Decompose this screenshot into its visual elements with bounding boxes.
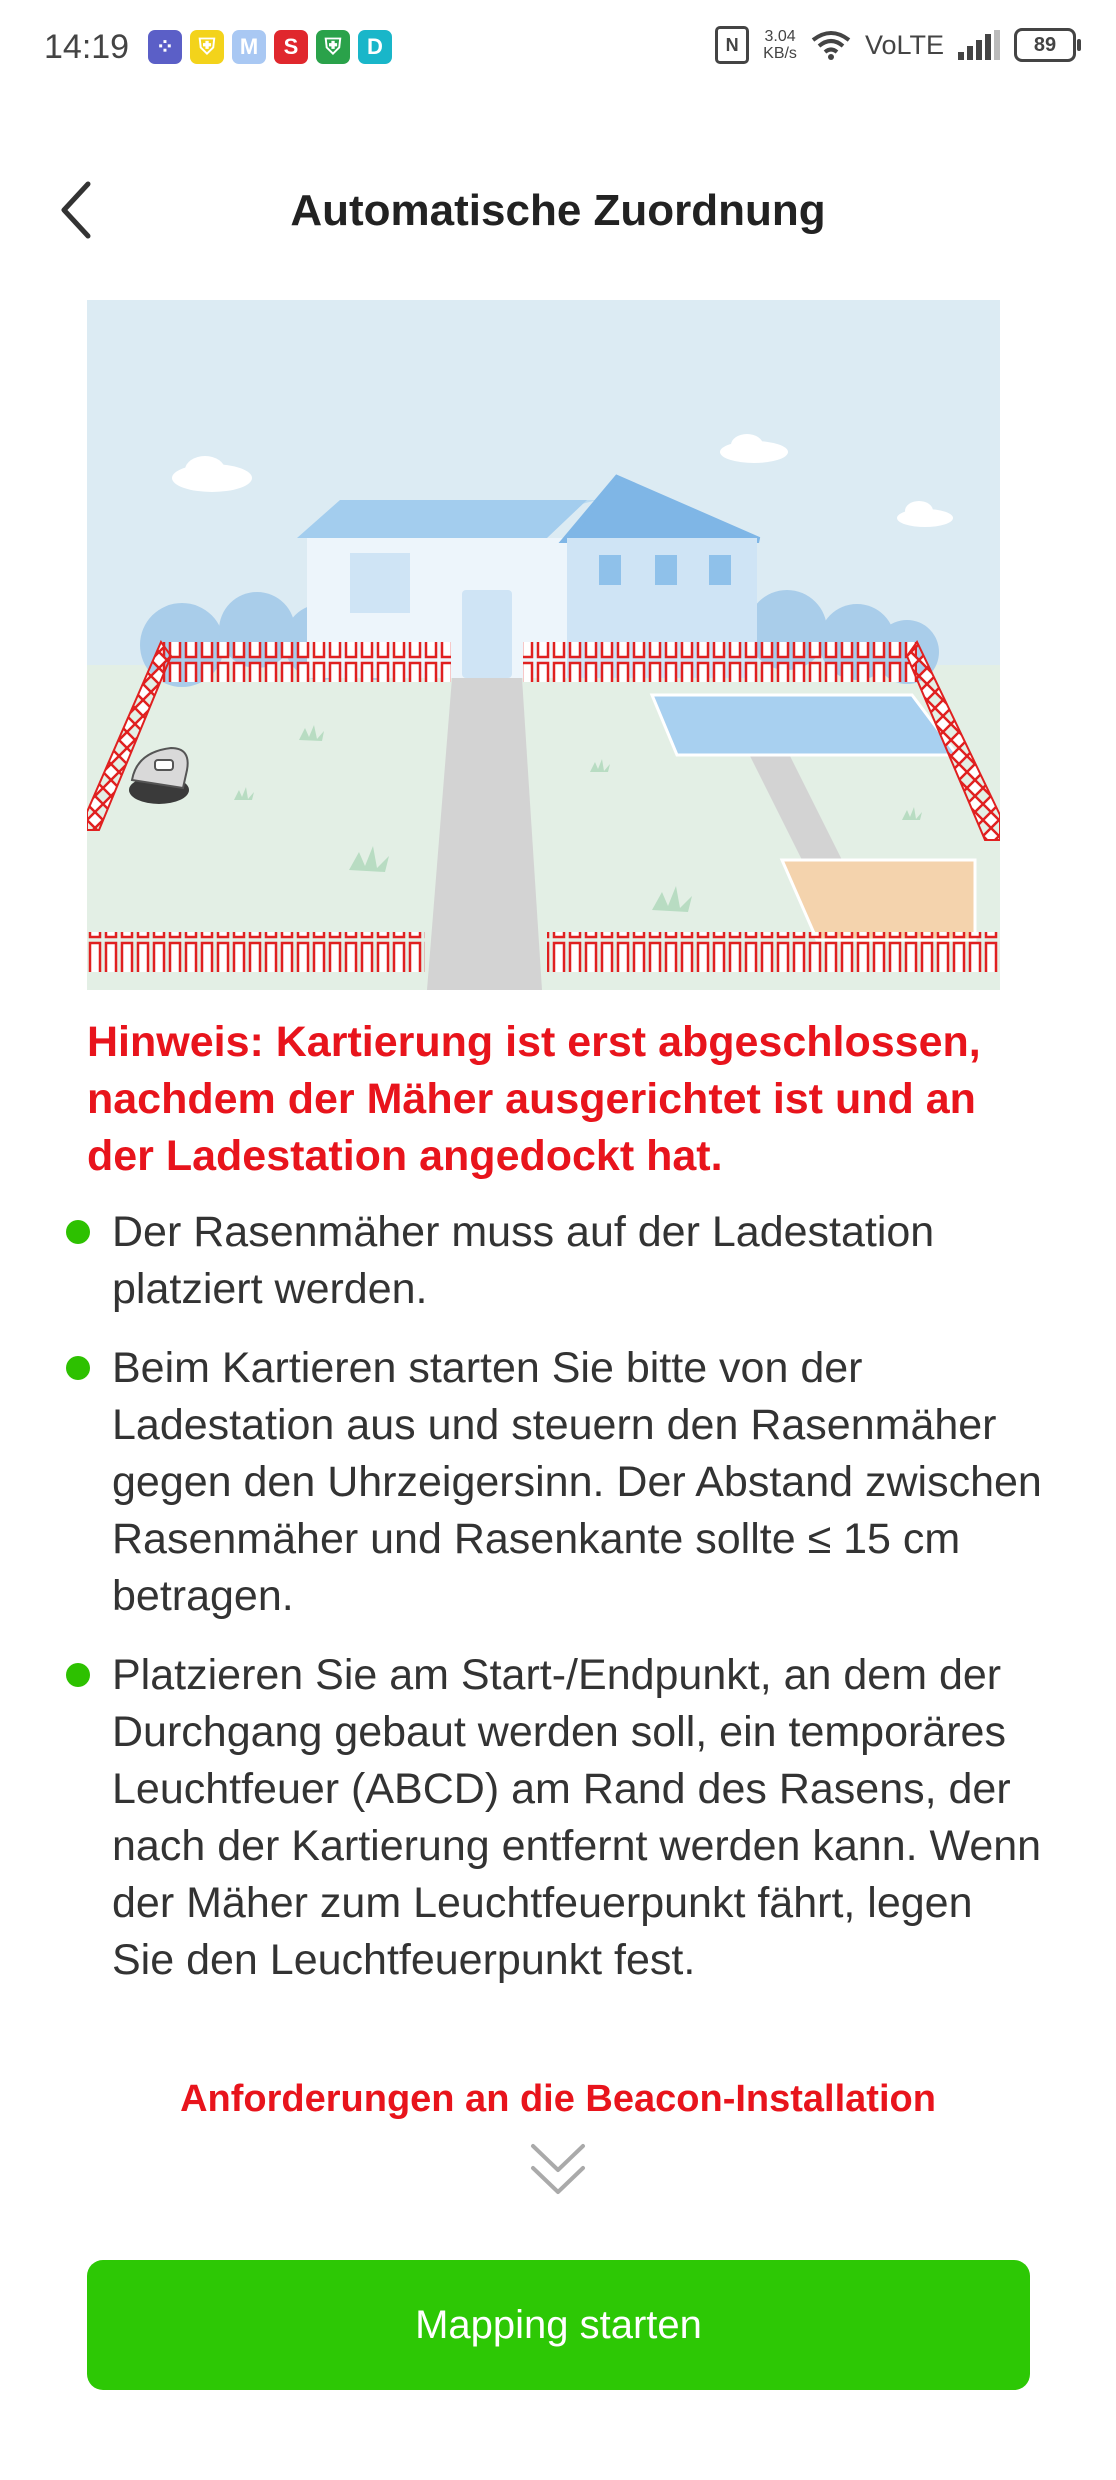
network-speed-unit: KB/s [763,45,797,62]
instruction-list [66,1204,1046,2011]
list-item [66,1340,1046,1625]
status-bar [0,0,1116,100]
status-time: 14:19 [44,28,130,66]
bullet-dot-icon [66,1356,90,1380]
network-speed-value: 3.04 [764,28,796,45]
list-item-text: Der Rasenmäher muss auf der Ladestation platziert werden. [112,1208,935,1313]
d-app-icon: D [358,30,392,64]
nfc-icon: N [715,26,749,64]
garden-mapping-illustration [87,300,1000,990]
mail-icon: M [232,30,266,64]
notification-icons [148,30,392,64]
mapping-notice: Hinweis: Kartierung ist erst abgeschlossen, nachdem der Mäher ausgerichtet ist und an der Ladestation angedockt hat. [87,1018,981,1180]
network-speed [763,28,797,62]
bullet-dot-icon [66,1220,90,1244]
teams-icon: ⁘ [148,30,182,64]
beacon-requirements-link[interactable]: Anforderungen an die Beacon-Installation [180,2078,936,2120]
list-item-text: Beim Kartieren starten Sie bitte von der Ladestation aus und steuern den Rasenmäher gegen den Uhrzeigersinn. Der Abstand zwischen Rasenmäher und Rasenkante sollte ≤ 15 cm betragen. [112,1344,1042,1620]
vpn-shield-icon: ⛨ [316,30,350,64]
battery-icon [1014,28,1076,62]
wifi-icon [811,30,851,60]
double-chevron-down-icon [529,2140,587,2200]
volte-label: VoLTE [864,29,944,60]
list-item [66,1647,1046,1989]
battery-level: 89 [1033,33,1057,56]
shield-icon: ⛨ [190,30,224,64]
signal-icon [958,30,1000,60]
list-item [66,1204,1046,1318]
list-item-text: Platzieren Sie am Start-/Endpunkt, an dem der Durchgang gebaut werden soll, ein temporäres Leuchtfeuer (ABCD) am Rand des Rasens, der nach der Kartierung entfernt werden kann. Wenn der Mäher zum Leuchtfeuerpunkt fährt, legen Sie den Leuchtfeuerpunkt fest. [112,1651,1042,1984]
bullet-dot-icon [66,1663,90,1687]
s-app-icon: S [274,30,308,64]
start-mapping-button[interactable]: Mapping starten [87,2260,1030,2390]
status-indicators [715,26,1076,64]
expand-button[interactable] [529,2140,587,2200]
page-title: Automatische Zuordnung [290,186,826,235]
